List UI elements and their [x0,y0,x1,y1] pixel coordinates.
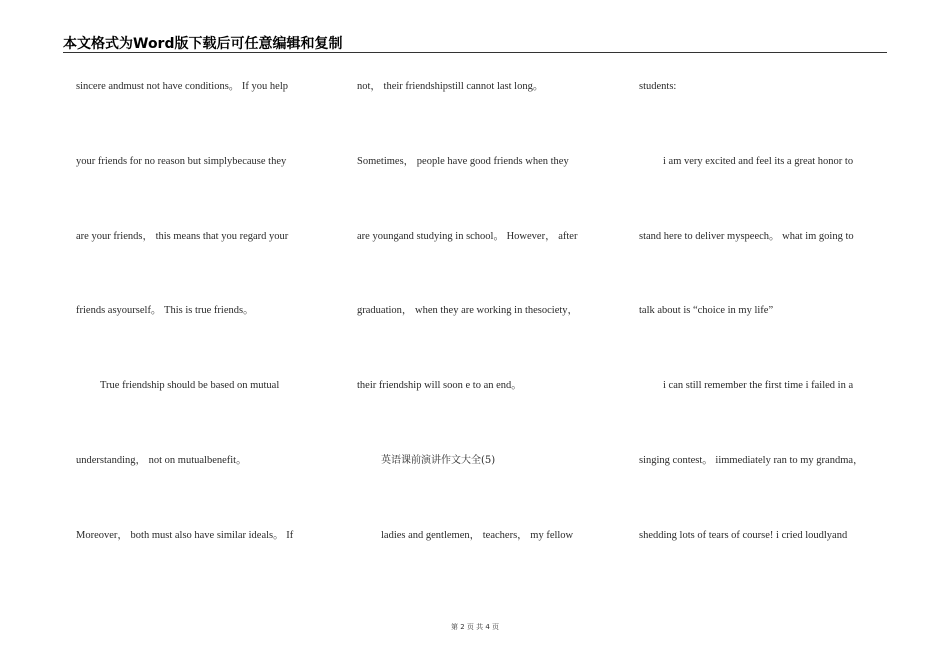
text-line: graduation， when they are working in thesociety， [357,305,579,316]
text-line: their friendship will soon e to an end。 [357,380,522,391]
header-title: 本文格式为Word版下载后可任意编辑和复制 [63,36,343,52]
text-line: talk about is “choice in my life” [639,305,774,316]
text-line: are your friends， this means that you regard your [76,231,289,242]
text-line: are youngand studying in school。 However， after [357,231,578,242]
header-divider [63,52,887,53]
text-line: i can still remember the first time i failed in a [663,380,854,391]
text-line: ladies and gentlemen， teachers， my fellow [381,530,574,541]
text-line: sincere andmust not have conditions。 If you help [76,81,288,92]
text-line: students: [639,81,677,92]
text-line: friends asyourself。 This is true friends。 [76,305,254,316]
text-line: i am very excited and feel its a great honor to [663,156,854,167]
page-number: 第 2 页 共 4 页 [450,623,500,631]
text-line: not， their friendshipstill cannot last long。 [357,81,544,92]
text-line: understanding， not on mutualbenefit。 [76,455,247,466]
text-line: singing contest。 iimmediately ran to my grandma， [639,455,864,466]
text-line: your friends for no reason but simplybecause they [76,156,287,167]
text-line: True friendship should be based on mutual [100,380,280,391]
text-line: stand here to deliver myspeech。 what im going to [639,231,854,242]
text-line: Moreover， both must also have similar ideals。 If [76,530,294,541]
section-heading: 英语课前演讲作文大全(5) [381,455,496,466]
text-line: shedding lots of tears of course! i cried loudlyand [639,530,848,541]
text-line: Sometimes， people have good friends when they [357,156,569,167]
